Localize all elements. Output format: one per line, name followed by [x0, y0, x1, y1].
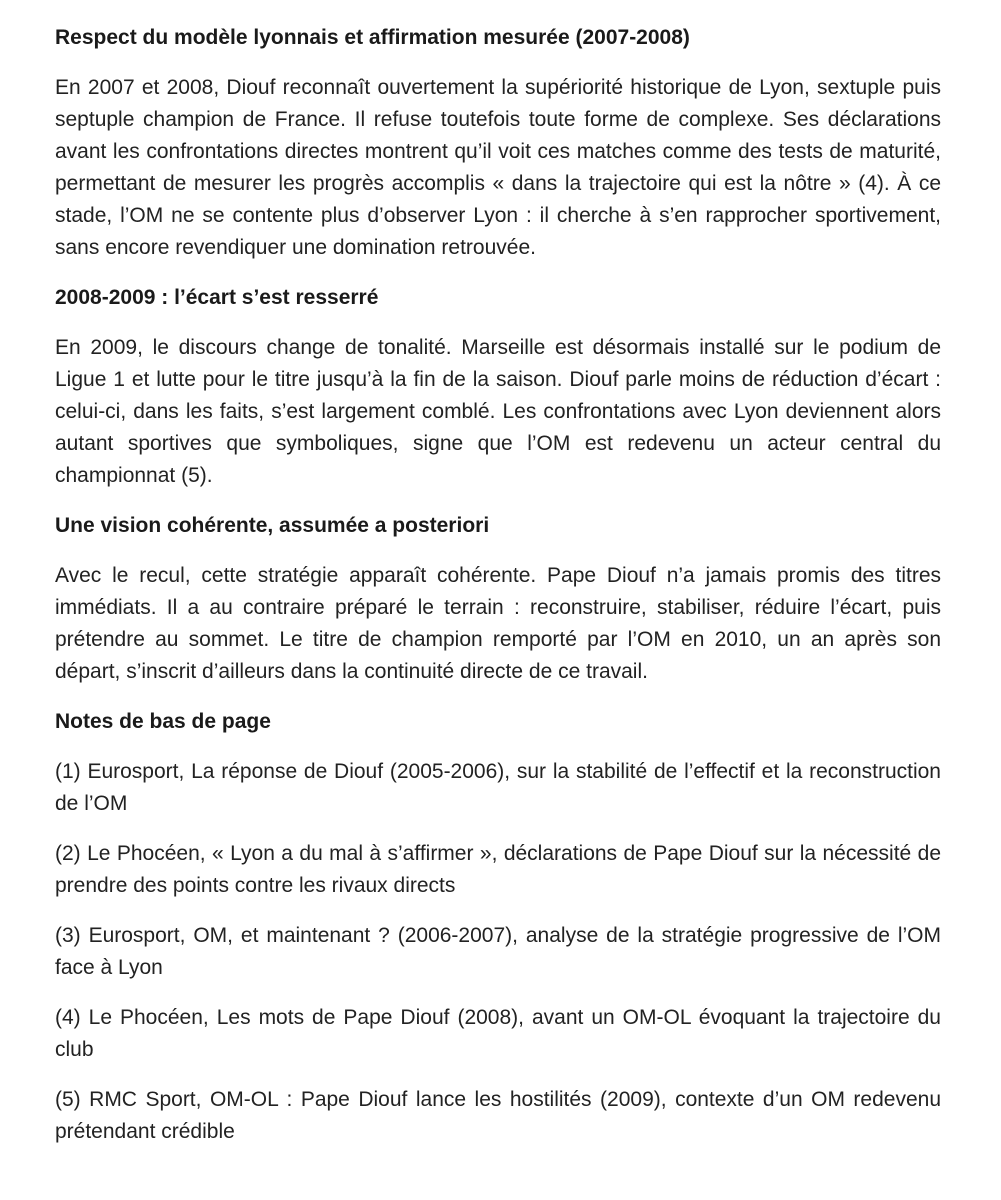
section-heading: 2008-2009 : l’écart s’est resserré	[55, 286, 379, 309]
section-heading: Une vision cohérente, assumée a posteriori	[55, 514, 490, 537]
section-lyon-model	[55, 22, 941, 264]
section-heading: Respect du modèle lyonnais et affirmation mesurée (2007-2008)	[55, 26, 690, 49]
section-paragraph: En 2009, le discours change de tonalité. Marseille est désormais installé sur le podium de Ligue 1 et lutte pour le titre jusqu’à la fin de la saison. Diouf parle moins de réduction d’écart : celui-ci, dans les faits, s’est largement comblé. Les confrontations avec Lyon deviennent alors autant sportives que symboliques, signe que l’OM est redevenu un acteur central du championnat (5).	[55, 336, 941, 487]
section-coherent-vision	[55, 510, 941, 688]
footnote-item: (2) Le Phocéen, « Lyon a du mal à s’affirmer », déclarations de Pape Diouf sur la nécessité de prendre des points contre les rivaux directs	[55, 842, 941, 897]
footnotes-section	[55, 706, 941, 1148]
footnotes-heading: Notes de bas de page	[55, 710, 271, 733]
footnote-item: (4) Le Phocéen, Les mots de Pape Diouf (2008), avant un OM-OL évoquant la trajectoire du club	[55, 1006, 941, 1061]
footnote-item: (1) Eurosport, La réponse de Diouf (2005-2006), sur la stabilité de l’effectif et la reconstruction de l’OM	[55, 760, 941, 815]
article-body	[55, 22, 941, 1166]
footnote-item: (5) RMC Sport, OM-OL : Pape Diouf lance les hostilités (2009), contexte d’un OM redevenu prétendant crédible	[55, 1088, 941, 1143]
footnote-item: (3) Eurosport, OM, et maintenant ? (2006-2007), analyse de la stratégie progressive de l’OM face à Lyon	[55, 924, 941, 979]
section-gap-closed	[55, 282, 941, 492]
section-paragraph: Avec le recul, cette stratégie apparaît cohérente. Pape Diouf n’a jamais promis des titres immédiats. Il a au contraire préparé le terrain : reconstruire, stabiliser, réduire l’écart, puis prétendre au sommet. Le titre de champion remporté par l’OM en 2010, un an après son départ, s’inscrit d’ailleurs dans la continuité directe de ce travail.	[55, 564, 941, 683]
section-paragraph: En 2007 et 2008, Diouf reconnaît ouvertement la supériorité historique de Lyon, sextuple puis septuple champion de France. Il refuse toutefois toute forme de complexe. Ses déclarations avant les confrontations directes montrent qu’il voit ces matches comme des tests de maturité, permettant de mesurer les progrès accomplis « dans la trajectoire qui est la nôtre » (4). À ce stade, l’OM ne se contente plus d’observer Lyon : il cherche à s’en rapprocher sportivement, sans encore revendiquer une domination retrouvée.	[55, 76, 941, 259]
